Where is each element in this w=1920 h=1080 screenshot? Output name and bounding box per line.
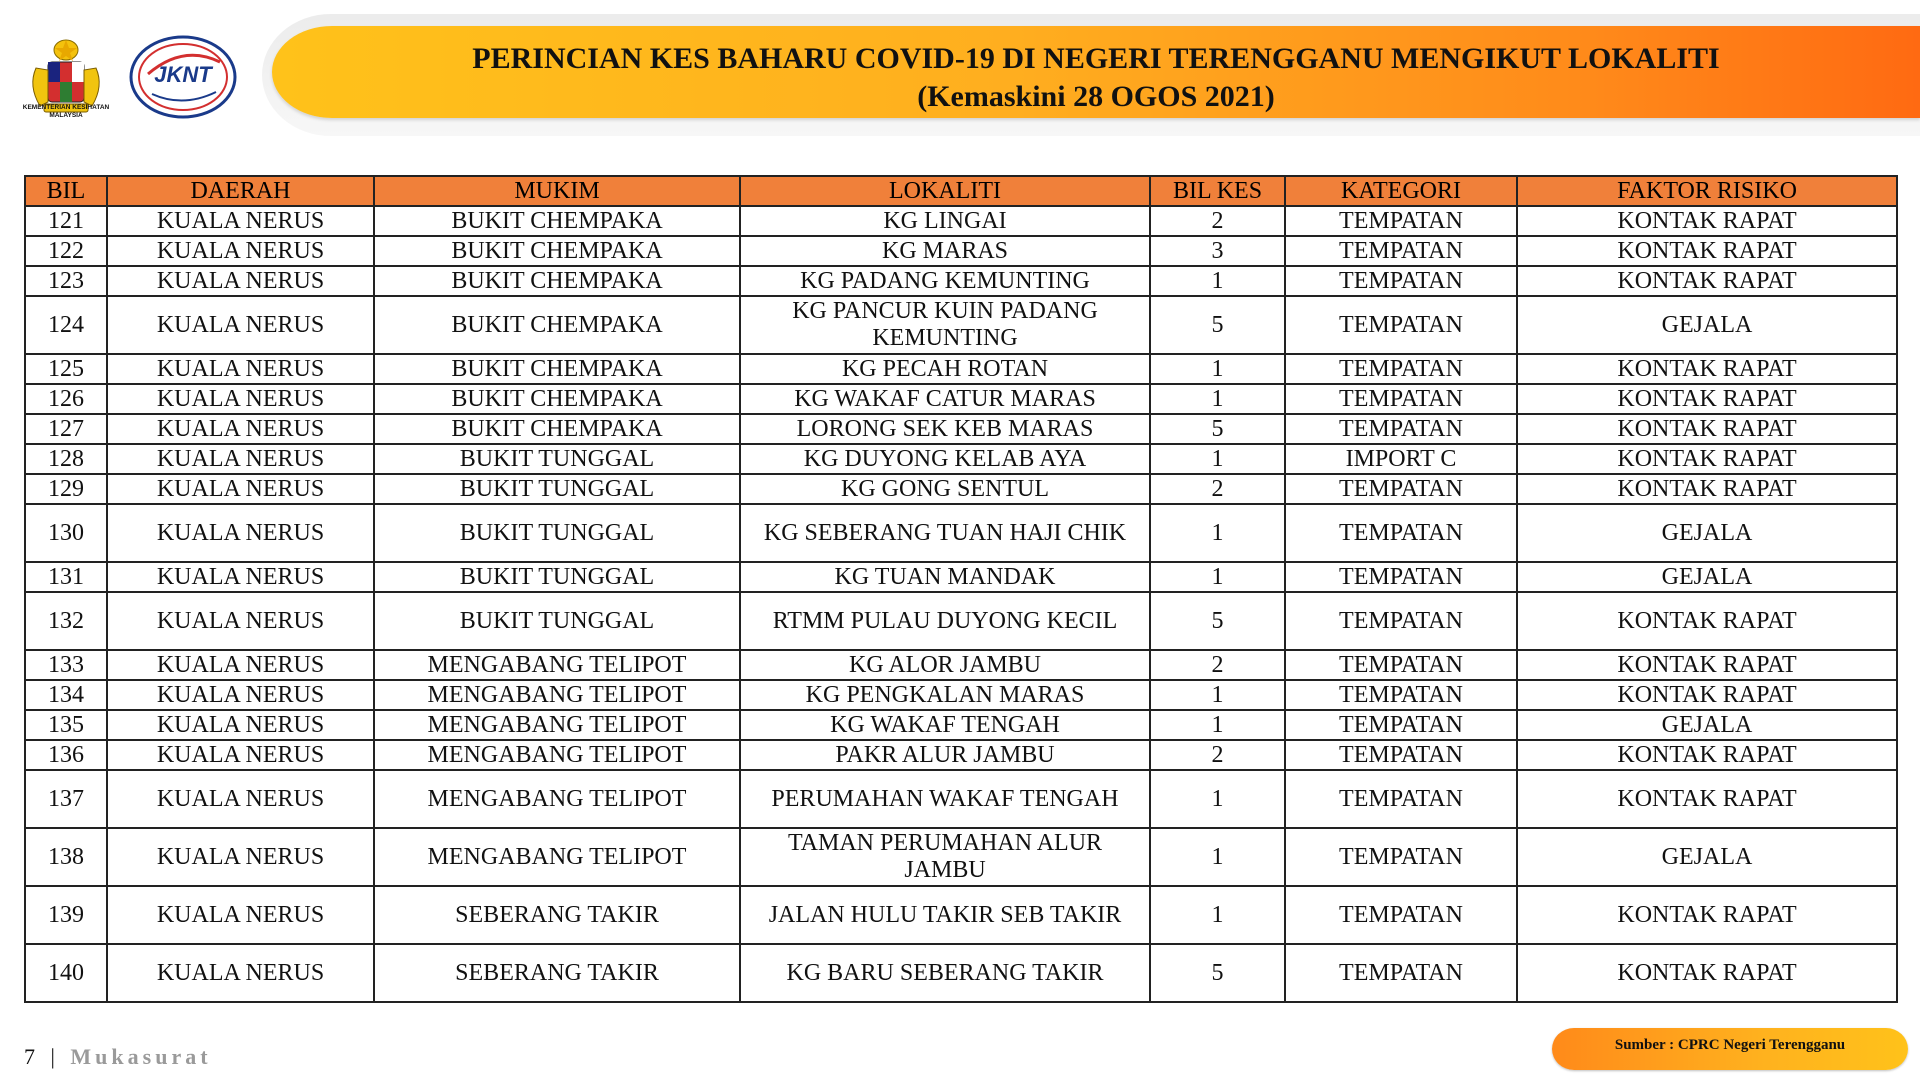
cell-lokaliti: KG PANCUR KUIN PADANG KEMUNTING: [740, 296, 1150, 354]
cell-kategori: TEMPATAN: [1285, 770, 1517, 828]
column-header-daerah: DAERAH: [107, 176, 374, 206]
cell-bil: 127: [25, 414, 107, 444]
cell-bil-kes: 1: [1150, 680, 1285, 710]
cell-bil: 140: [25, 944, 107, 1002]
table-row: [25, 650, 1897, 680]
column-header-lokaliti: LOKALITI: [740, 176, 1150, 206]
cell-lokaliti: KG WAKAF TENGAH: [740, 710, 1150, 740]
table-row: [25, 828, 1897, 886]
cell-mukim: BUKIT TUNGGAL: [374, 562, 740, 592]
cell-daerah: KUALA NERUS: [107, 886, 374, 944]
cell-mukim: BUKIT TUNGGAL: [374, 474, 740, 504]
cell-kategori: TEMPATAN: [1285, 504, 1517, 562]
table-row: [25, 592, 1897, 650]
cell-daerah: KUALA NERUS: [107, 206, 374, 236]
cell-kategori: TEMPATAN: [1285, 828, 1517, 886]
cell-bil-kes: 5: [1150, 944, 1285, 1002]
cell-bil: 128: [25, 444, 107, 474]
cell-bil: 132: [25, 592, 107, 650]
cell-mukim: BUKIT CHEMPAKA: [374, 414, 740, 444]
cell-bil: 122: [25, 236, 107, 266]
cell-lokaliti: KG PADANG KEMUNTING: [740, 266, 1150, 296]
cell-bil: 139: [25, 886, 107, 944]
cell-bil-kes: 1: [1150, 354, 1285, 384]
column-header-bil: BIL: [25, 176, 107, 206]
cell-lokaliti: KG LINGAI: [740, 206, 1150, 236]
cell-daerah: KUALA NERUS: [107, 740, 374, 770]
cell-lokaliti: KG ALOR JAMBU: [740, 650, 1150, 680]
page-title: [272, 40, 1920, 116]
cell-lokaliti: KG PECAH ROTAN: [740, 354, 1150, 384]
cell-daerah: KUALA NERUS: [107, 770, 374, 828]
cell-bil-kes: 5: [1150, 414, 1285, 444]
cell-kategori: TEMPATAN: [1285, 474, 1517, 504]
cell-faktor-risiko: KONTAK RAPAT: [1517, 354, 1897, 384]
cell-daerah: KUALA NERUS: [107, 680, 374, 710]
cell-lokaliti: PAKR ALUR JAMBU: [740, 740, 1150, 770]
cell-daerah: KUALA NERUS: [107, 296, 374, 354]
cell-daerah: KUALA NERUS: [107, 592, 374, 650]
cell-mukim: SEBERANG TAKIR: [374, 944, 740, 1002]
cell-bil: 133: [25, 650, 107, 680]
table-row: [25, 266, 1897, 296]
cell-kategori: TEMPATAN: [1285, 562, 1517, 592]
cell-faktor-risiko: GEJALA: [1517, 504, 1897, 562]
cell-faktor-risiko: KONTAK RAPAT: [1517, 886, 1897, 944]
cell-mukim: BUKIT TUNGGAL: [374, 592, 740, 650]
table-row: [25, 236, 1897, 266]
cell-daerah: KUALA NERUS: [107, 266, 374, 296]
cell-bil: 131: [25, 562, 107, 592]
cell-mukim: MENGABANG TELIPOT: [374, 740, 740, 770]
cell-kategori: IMPORT C: [1285, 444, 1517, 474]
cell-kategori: TEMPATAN: [1285, 680, 1517, 710]
cell-faktor-risiko: KONTAK RAPAT: [1517, 236, 1897, 266]
cell-faktor-risiko: KONTAK RAPAT: [1517, 740, 1897, 770]
cell-faktor-risiko: GEJALA: [1517, 296, 1897, 354]
cell-bil-kes: 2: [1150, 474, 1285, 504]
cell-mukim: BUKIT TUNGGAL: [374, 504, 740, 562]
cell-bil: 123: [25, 266, 107, 296]
column-header-mukim: MUKIM: [374, 176, 740, 206]
column-header-bil-kes: BIL KES: [1150, 176, 1285, 206]
cell-mukim: BUKIT CHEMPAKA: [374, 384, 740, 414]
table-row: [25, 414, 1897, 444]
cell-bil-kes: 2: [1150, 206, 1285, 236]
cell-lokaliti: KG WAKAF CATUR MARAS: [740, 384, 1150, 414]
cell-lokaliti: PERUMAHAN WAKAF TENGAH: [740, 770, 1150, 828]
cell-mukim: BUKIT CHEMPAKA: [374, 236, 740, 266]
jknt-logo: [128, 34, 238, 120]
table-row: [25, 886, 1897, 944]
cell-bil: 135: [25, 710, 107, 740]
column-header-faktor-risiko: FAKTOR RISIKO: [1517, 176, 1897, 206]
cell-mukim: MENGABANG TELIPOT: [374, 828, 740, 886]
page-footer: [24, 1044, 212, 1070]
cell-kategori: TEMPATAN: [1285, 266, 1517, 296]
cell-mukim: BUKIT TUNGGAL: [374, 444, 740, 474]
cell-lokaliti: JALAN HULU TAKIR SEB TAKIR: [740, 886, 1150, 944]
column-header-kategori: KATEGORI: [1285, 176, 1517, 206]
kkm-caption: [12, 104, 120, 120]
cell-lokaliti: KG DUYONG KELAB AYA: [740, 444, 1150, 474]
cell-mukim: MENGABANG TELIPOT: [374, 710, 740, 740]
cell-daerah: KUALA NERUS: [107, 562, 374, 592]
table-row: [25, 710, 1897, 740]
cell-faktor-risiko: KONTAK RAPAT: [1517, 206, 1897, 236]
cell-kategori: TEMPATAN: [1285, 236, 1517, 266]
cell-bil-kes: 2: [1150, 740, 1285, 770]
cell-lokaliti: KG BARU SEBERANG TAKIR: [740, 944, 1150, 1002]
cell-mukim: BUKIT CHEMPAKA: [374, 266, 740, 296]
kkm-caption-line1: KEMENTERIAN KESIHATAN: [22, 104, 110, 111]
table-row: [25, 354, 1897, 384]
cell-kategori: TEMPATAN: [1285, 886, 1517, 944]
cell-faktor-risiko: KONTAK RAPAT: [1517, 444, 1897, 474]
footer-separator: |: [50, 1044, 55, 1069]
cell-lokaliti: KG TUAN MANDAK: [740, 562, 1150, 592]
cell-lokaliti: LORONG SEK KEB MARAS: [740, 414, 1150, 444]
cell-bil-kes: 1: [1150, 562, 1285, 592]
cell-kategori: TEMPATAN: [1285, 384, 1517, 414]
cell-bil: 125: [25, 354, 107, 384]
cell-faktor-risiko: GEJALA: [1517, 828, 1897, 886]
cell-bil: 130: [25, 504, 107, 562]
table-row: [25, 740, 1897, 770]
cell-faktor-risiko: KONTAK RAPAT: [1517, 650, 1897, 680]
cell-mukim: MENGABANG TELIPOT: [374, 680, 740, 710]
cell-daerah: KUALA NERUS: [107, 504, 374, 562]
cell-lokaliti: KG MARAS: [740, 236, 1150, 266]
table-row: [25, 562, 1897, 592]
cell-daerah: KUALA NERUS: [107, 710, 374, 740]
cell-mukim: SEBERANG TAKIR: [374, 886, 740, 944]
table-row: [25, 504, 1897, 562]
cell-faktor-risiko: KONTAK RAPAT: [1517, 384, 1897, 414]
cell-daerah: KUALA NERUS: [107, 650, 374, 680]
cell-lokaliti: RTMM PULAU DUYONG KECIL: [740, 592, 1150, 650]
source-text: Sumber : CPRC Negeri Terengganu: [1614, 1037, 1846, 1053]
cell-kategori: TEMPATAN: [1285, 710, 1517, 740]
cell-bil-kes: 1: [1150, 710, 1285, 740]
cell-faktor-risiko: GEJALA: [1517, 562, 1897, 592]
page-title-line2: (Kemaskini 28 OGOS 2021): [917, 80, 1275, 113]
cell-bil-kes: 2: [1150, 650, 1285, 680]
cell-bil: 129: [25, 474, 107, 504]
cell-bil: 121: [25, 206, 107, 236]
cell-kategori: TEMPATAN: [1285, 354, 1517, 384]
cell-bil-kes: 1: [1150, 770, 1285, 828]
cell-faktor-risiko: KONTAK RAPAT: [1517, 680, 1897, 710]
cell-daerah: KUALA NERUS: [107, 354, 374, 384]
cell-lokaliti: TAMAN PERUMAHAN ALUR JAMBU: [740, 828, 1150, 886]
cell-mukim: BUKIT CHEMPAKA: [374, 206, 740, 236]
table-row: [25, 444, 1897, 474]
page-title-line1: PERINCIAN KES BAHARU COVID-19 DI NEGERI TERENGGANU MENGIKUT LOKALITI: [472, 42, 1720, 75]
kkm-caption-line2: MALAYSIA: [49, 112, 83, 119]
cell-faktor-risiko: KONTAK RAPAT: [1517, 944, 1897, 1002]
table-header-row: [25, 176, 1897, 206]
table-row: [25, 206, 1897, 236]
cell-bil-kes: 1: [1150, 384, 1285, 414]
cell-daerah: KUALA NERUS: [107, 828, 374, 886]
cell-daerah: KUALA NERUS: [107, 474, 374, 504]
table-row: [25, 384, 1897, 414]
cell-daerah: KUALA NERUS: [107, 414, 374, 444]
cell-kategori: TEMPATAN: [1285, 740, 1517, 770]
cell-faktor-risiko: KONTAK RAPAT: [1517, 474, 1897, 504]
cell-bil-kes: 5: [1150, 592, 1285, 650]
cell-bil-kes: 1: [1150, 504, 1285, 562]
cell-lokaliti: KG SEBERANG TUAN HAJI CHIK: [740, 504, 1150, 562]
cell-bil-kes: 1: [1150, 828, 1285, 886]
cell-bil-kes: 3: [1150, 236, 1285, 266]
cell-kategori: TEMPATAN: [1285, 414, 1517, 444]
table-row: [25, 474, 1897, 504]
cell-bil-kes: 1: [1150, 266, 1285, 296]
cell-lokaliti: KG GONG SENTUL: [740, 474, 1150, 504]
cell-lokaliti: KG PENGKALAN MARAS: [740, 680, 1150, 710]
table-row: [25, 680, 1897, 710]
table-row: [25, 944, 1897, 1002]
cell-bil: 138: [25, 828, 107, 886]
cell-mukim: MENGABANG TELIPOT: [374, 770, 740, 828]
table-row: [25, 296, 1897, 354]
page-label: Mukasurat: [70, 1044, 212, 1069]
cell-daerah: KUALA NERUS: [107, 384, 374, 414]
cell-bil: 126: [25, 384, 107, 414]
cell-faktor-risiko: GEJALA: [1517, 710, 1897, 740]
cell-mukim: BUKIT CHEMPAKA: [374, 354, 740, 384]
cases-table: [24, 175, 1898, 1003]
cell-daerah: KUALA NERUS: [107, 236, 374, 266]
page-number: 7: [24, 1044, 35, 1069]
cell-kategori: TEMPATAN: [1285, 650, 1517, 680]
jknt-logo-text: JKNT: [154, 62, 212, 87]
cell-bil: 134: [25, 680, 107, 710]
cell-kategori: TEMPATAN: [1285, 296, 1517, 354]
cell-mukim: MENGABANG TELIPOT: [374, 650, 740, 680]
cell-kategori: TEMPATAN: [1285, 206, 1517, 236]
cell-bil-kes: 5: [1150, 296, 1285, 354]
cell-faktor-risiko: KONTAK RAPAT: [1517, 414, 1897, 444]
cell-daerah: KUALA NERUS: [107, 444, 374, 474]
cell-kategori: TEMPATAN: [1285, 944, 1517, 1002]
cell-daerah: KUALA NERUS: [107, 944, 374, 1002]
cell-kategori: TEMPATAN: [1285, 592, 1517, 650]
table-row: [25, 770, 1897, 828]
cell-faktor-risiko: KONTAK RAPAT: [1517, 266, 1897, 296]
cell-bil: 137: [25, 770, 107, 828]
cell-mukim: BUKIT CHEMPAKA: [374, 296, 740, 354]
cell-bil: 124: [25, 296, 107, 354]
cell-bil-kes: 1: [1150, 886, 1285, 944]
cell-faktor-risiko: KONTAK RAPAT: [1517, 592, 1897, 650]
cell-bil: 136: [25, 740, 107, 770]
cell-faktor-risiko: KONTAK RAPAT: [1517, 770, 1897, 828]
cell-bil-kes: 1: [1150, 444, 1285, 474]
